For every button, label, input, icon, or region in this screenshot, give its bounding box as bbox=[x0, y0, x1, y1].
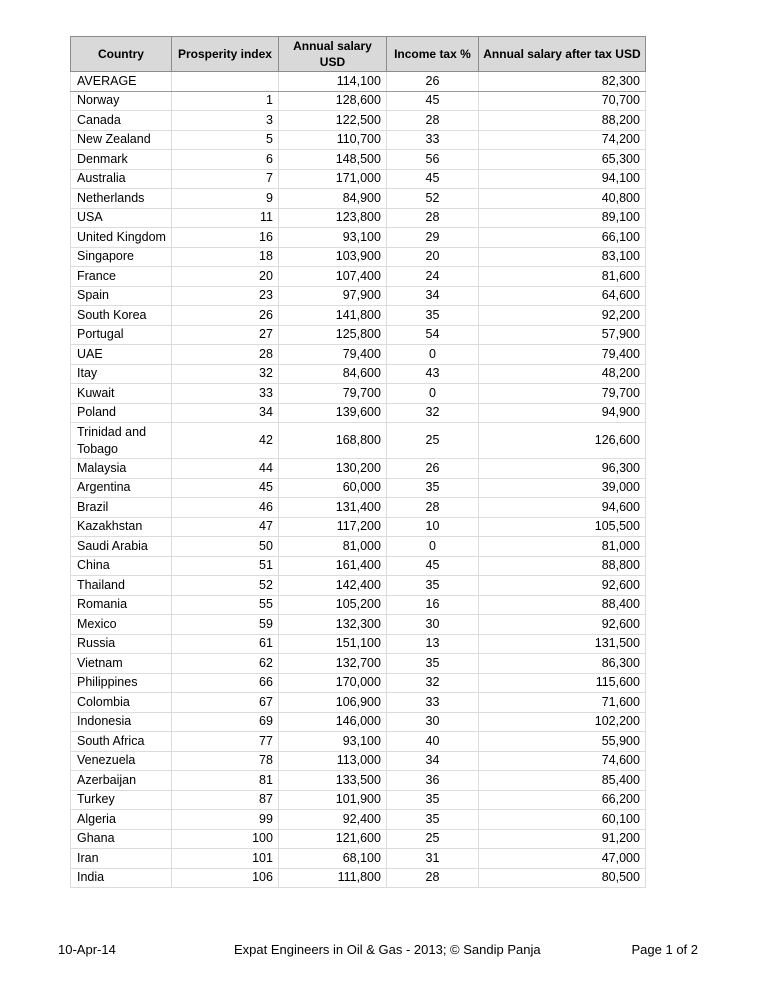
cell-prosperity-index: 55 bbox=[171, 595, 278, 615]
footer-page-number: Page 1 of 2 bbox=[631, 942, 698, 957]
cell-country: Thailand bbox=[71, 576, 172, 596]
cell-annual-salary: 92,400 bbox=[278, 810, 386, 830]
cell-country: Spain bbox=[71, 286, 172, 306]
cell-salary-after-tax: 126,600 bbox=[478, 423, 645, 459]
header-prosperity-index: Prosperity index bbox=[171, 37, 278, 72]
cell-country: Singapore bbox=[71, 247, 172, 267]
cell-country: Azerbaijan bbox=[71, 771, 172, 791]
header-annual-salary: Annual salary USD bbox=[278, 37, 386, 72]
cell-country: Mexico bbox=[71, 615, 172, 635]
cell-country: Iran bbox=[71, 849, 172, 869]
cell-annual-salary: 113,000 bbox=[278, 751, 386, 771]
cell-annual-salary: 142,400 bbox=[278, 576, 386, 596]
cell-prosperity-index: 20 bbox=[171, 267, 278, 287]
cell-country: Indonesia bbox=[71, 712, 172, 732]
average-label: AVERAGE bbox=[71, 72, 172, 92]
cell-salary-after-tax: 96,300 bbox=[478, 459, 645, 479]
cell-prosperity-index: 16 bbox=[171, 228, 278, 248]
table-row bbox=[71, 267, 646, 287]
cell-prosperity-index: 50 bbox=[171, 537, 278, 557]
cell-prosperity-index: 62 bbox=[171, 654, 278, 674]
table-row bbox=[71, 423, 646, 459]
cell-country: USA bbox=[71, 208, 172, 228]
cell-salary-after-tax: 88,800 bbox=[478, 556, 645, 576]
cell-annual-salary: 161,400 bbox=[278, 556, 386, 576]
cell-salary-after-tax: 79,700 bbox=[478, 384, 645, 404]
cell-income-tax: 52 bbox=[386, 189, 478, 209]
cell-annual-salary: 106,900 bbox=[278, 693, 386, 713]
cell-prosperity-index: 18 bbox=[171, 247, 278, 267]
cell-annual-salary: 121,600 bbox=[278, 829, 386, 849]
table-row bbox=[71, 673, 646, 693]
cell-annual-salary: 68,100 bbox=[278, 849, 386, 869]
cell-country: France bbox=[71, 267, 172, 287]
cell-income-tax: 45 bbox=[386, 169, 478, 189]
cell-annual-salary: 151,100 bbox=[278, 634, 386, 654]
cell-country: Saudi Arabia bbox=[71, 537, 172, 557]
cell-prosperity-index: 59 bbox=[171, 615, 278, 635]
cell-prosperity-index: 66 bbox=[171, 673, 278, 693]
cell-annual-salary: 81,000 bbox=[278, 537, 386, 557]
cell-salary-after-tax: 88,200 bbox=[478, 111, 645, 131]
table-row bbox=[71, 189, 646, 209]
cell-annual-salary: 132,700 bbox=[278, 654, 386, 674]
cell-salary-after-tax: 74,200 bbox=[478, 130, 645, 150]
cell-prosperity-index: 33 bbox=[171, 384, 278, 404]
average-tax: 26 bbox=[386, 72, 478, 92]
average-after-tax: 82,300 bbox=[478, 72, 645, 92]
cell-income-tax: 29 bbox=[386, 228, 478, 248]
cell-income-tax: 35 bbox=[386, 306, 478, 326]
cell-salary-after-tax: 94,100 bbox=[478, 169, 645, 189]
cell-country: Colombia bbox=[71, 693, 172, 713]
cell-country: Netherlands bbox=[71, 189, 172, 209]
cell-prosperity-index: 5 bbox=[171, 130, 278, 150]
cell-country: Philippines bbox=[71, 673, 172, 693]
cell-annual-salary: 131,400 bbox=[278, 498, 386, 518]
cell-salary-after-tax: 48,200 bbox=[478, 364, 645, 384]
cell-annual-salary: 110,700 bbox=[278, 130, 386, 150]
cell-income-tax: 34 bbox=[386, 286, 478, 306]
table-row bbox=[71, 693, 646, 713]
cell-salary-after-tax: 89,100 bbox=[478, 208, 645, 228]
cell-country: India bbox=[71, 868, 172, 888]
cell-annual-salary: 79,700 bbox=[278, 384, 386, 404]
cell-salary-after-tax: 131,500 bbox=[478, 634, 645, 654]
cell-prosperity-index: 100 bbox=[171, 829, 278, 849]
cell-salary-after-tax: 74,600 bbox=[478, 751, 645, 771]
cell-income-tax: 56 bbox=[386, 150, 478, 170]
cell-prosperity-index: 51 bbox=[171, 556, 278, 576]
cell-annual-salary: 132,300 bbox=[278, 615, 386, 635]
cell-salary-after-tax: 79,400 bbox=[478, 345, 645, 365]
cell-prosperity-index: 42 bbox=[171, 423, 278, 459]
table-row bbox=[71, 634, 646, 654]
cell-country: Australia bbox=[71, 169, 172, 189]
cell-salary-after-tax: 65,300 bbox=[478, 150, 645, 170]
table-row bbox=[71, 247, 646, 267]
cell-annual-salary: 93,100 bbox=[278, 228, 386, 248]
cell-income-tax: 28 bbox=[386, 208, 478, 228]
cell-income-tax: 28 bbox=[386, 111, 478, 131]
table-row bbox=[71, 712, 646, 732]
cell-country: China bbox=[71, 556, 172, 576]
cell-salary-after-tax: 105,500 bbox=[478, 517, 645, 537]
cell-prosperity-index: 106 bbox=[171, 868, 278, 888]
cell-income-tax: 13 bbox=[386, 634, 478, 654]
cell-annual-salary: 117,200 bbox=[278, 517, 386, 537]
cell-income-tax: 0 bbox=[386, 345, 478, 365]
table-row bbox=[71, 306, 646, 326]
table-row bbox=[71, 810, 646, 830]
table-row bbox=[71, 403, 646, 423]
cell-prosperity-index: 78 bbox=[171, 751, 278, 771]
cell-annual-salary: 103,900 bbox=[278, 247, 386, 267]
cell-country: Brazil bbox=[71, 498, 172, 518]
cell-income-tax: 54 bbox=[386, 325, 478, 345]
cell-salary-after-tax: 47,000 bbox=[478, 849, 645, 869]
cell-salary-after-tax: 85,400 bbox=[478, 771, 645, 791]
table-row bbox=[71, 556, 646, 576]
table-row bbox=[71, 829, 646, 849]
cell-country: Algeria bbox=[71, 810, 172, 830]
cell-annual-salary: 125,800 bbox=[278, 325, 386, 345]
table-row bbox=[71, 228, 646, 248]
average-salary: 114,100 bbox=[278, 72, 386, 92]
cell-prosperity-index: 1 bbox=[171, 91, 278, 111]
page-footer bbox=[58, 942, 698, 962]
cell-income-tax: 20 bbox=[386, 247, 478, 267]
table-row bbox=[71, 868, 646, 888]
average-row bbox=[71, 72, 646, 92]
cell-salary-after-tax: 80,500 bbox=[478, 868, 645, 888]
cell-income-tax: 24 bbox=[386, 267, 478, 287]
table-row bbox=[71, 751, 646, 771]
cell-income-tax: 25 bbox=[386, 829, 478, 849]
cell-salary-after-tax: 60,100 bbox=[478, 810, 645, 830]
table-row bbox=[71, 576, 646, 596]
header-row bbox=[71, 37, 646, 72]
cell-country: Denmark bbox=[71, 150, 172, 170]
table-row bbox=[71, 208, 646, 228]
cell-salary-after-tax: 83,100 bbox=[478, 247, 645, 267]
cell-prosperity-index: 81 bbox=[171, 771, 278, 791]
cell-annual-salary: 122,500 bbox=[278, 111, 386, 131]
table-row bbox=[71, 91, 646, 111]
cell-prosperity-index: 27 bbox=[171, 325, 278, 345]
cell-income-tax: 40 bbox=[386, 732, 478, 752]
cell-country: South Korea bbox=[71, 306, 172, 326]
cell-prosperity-index: 26 bbox=[171, 306, 278, 326]
cell-country: Trinidad and Tobago bbox=[71, 423, 172, 459]
cell-prosperity-index: 44 bbox=[171, 459, 278, 479]
cell-income-tax: 35 bbox=[386, 478, 478, 498]
cell-country: UAE bbox=[71, 345, 172, 365]
cell-salary-after-tax: 81,000 bbox=[478, 537, 645, 557]
cell-annual-salary: 97,900 bbox=[278, 286, 386, 306]
cell-income-tax: 26 bbox=[386, 459, 478, 479]
cell-income-tax: 43 bbox=[386, 364, 478, 384]
cell-income-tax: 25 bbox=[386, 423, 478, 459]
cell-annual-salary: 130,200 bbox=[278, 459, 386, 479]
footer-title: Expat Engineers in Oil & Gas - 2013; © Sandip Panja bbox=[234, 942, 541, 957]
table-row bbox=[71, 459, 646, 479]
cell-income-tax: 36 bbox=[386, 771, 478, 791]
table-row bbox=[71, 771, 646, 791]
cell-annual-salary: 84,900 bbox=[278, 189, 386, 209]
table-row bbox=[71, 732, 646, 752]
cell-income-tax: 31 bbox=[386, 849, 478, 869]
cell-annual-salary: 111,800 bbox=[278, 868, 386, 888]
cell-income-tax: 35 bbox=[386, 790, 478, 810]
cell-country: Itay bbox=[71, 364, 172, 384]
cell-annual-salary: 148,500 bbox=[278, 150, 386, 170]
cell-prosperity-index: 23 bbox=[171, 286, 278, 306]
cell-country: Kazakhstan bbox=[71, 517, 172, 537]
cell-salary-after-tax: 91,200 bbox=[478, 829, 645, 849]
cell-income-tax: 35 bbox=[386, 654, 478, 674]
table-row bbox=[71, 345, 646, 365]
cell-annual-salary: 105,200 bbox=[278, 595, 386, 615]
cell-salary-after-tax: 88,400 bbox=[478, 595, 645, 615]
cell-annual-salary: 141,800 bbox=[278, 306, 386, 326]
cell-income-tax: 16 bbox=[386, 595, 478, 615]
cell-prosperity-index: 6 bbox=[171, 150, 278, 170]
cell-salary-after-tax: 115,600 bbox=[478, 673, 645, 693]
table-row bbox=[71, 849, 646, 869]
cell-income-tax: 10 bbox=[386, 517, 478, 537]
cell-salary-after-tax: 71,600 bbox=[478, 693, 645, 713]
header-salary-after-tax: Annual salary after tax USD bbox=[478, 37, 645, 72]
cell-annual-salary: 170,000 bbox=[278, 673, 386, 693]
cell-prosperity-index: 3 bbox=[171, 111, 278, 131]
cell-salary-after-tax: 94,600 bbox=[478, 498, 645, 518]
cell-income-tax: 35 bbox=[386, 576, 478, 596]
cell-country: Malaysia bbox=[71, 459, 172, 479]
cell-income-tax: 35 bbox=[386, 810, 478, 830]
cell-country: Norway bbox=[71, 91, 172, 111]
cell-income-tax: 33 bbox=[386, 693, 478, 713]
cell-annual-salary: 128,600 bbox=[278, 91, 386, 111]
table-row bbox=[71, 286, 646, 306]
cell-prosperity-index: 46 bbox=[171, 498, 278, 518]
cell-annual-salary: 168,800 bbox=[278, 423, 386, 459]
cell-income-tax: 34 bbox=[386, 751, 478, 771]
header-country: Country bbox=[71, 37, 172, 72]
cell-country: New Zealand bbox=[71, 130, 172, 150]
cell-prosperity-index: 9 bbox=[171, 189, 278, 209]
cell-salary-after-tax: 81,600 bbox=[478, 267, 645, 287]
cell-annual-salary: 139,600 bbox=[278, 403, 386, 423]
cell-salary-after-tax: 94,900 bbox=[478, 403, 645, 423]
cell-country: Kuwait bbox=[71, 384, 172, 404]
cell-salary-after-tax: 39,000 bbox=[478, 478, 645, 498]
cell-prosperity-index: 67 bbox=[171, 693, 278, 713]
cell-prosperity-index: 87 bbox=[171, 790, 278, 810]
average-prosperity bbox=[171, 72, 278, 92]
cell-income-tax: 45 bbox=[386, 556, 478, 576]
cell-annual-salary: 171,000 bbox=[278, 169, 386, 189]
cell-prosperity-index: 52 bbox=[171, 576, 278, 596]
cell-annual-salary: 60,000 bbox=[278, 478, 386, 498]
table-row bbox=[71, 654, 646, 674]
cell-annual-salary: 93,100 bbox=[278, 732, 386, 752]
cell-country: Russia bbox=[71, 634, 172, 654]
cell-annual-salary: 146,000 bbox=[278, 712, 386, 732]
table-row bbox=[71, 595, 646, 615]
table-row bbox=[71, 111, 646, 131]
cell-annual-salary: 123,800 bbox=[278, 208, 386, 228]
cell-annual-salary: 84,600 bbox=[278, 364, 386, 384]
cell-prosperity-index: 28 bbox=[171, 345, 278, 365]
cell-prosperity-index: 69 bbox=[171, 712, 278, 732]
cell-income-tax: 0 bbox=[386, 537, 478, 557]
cell-salary-after-tax: 57,900 bbox=[478, 325, 645, 345]
cell-salary-after-tax: 86,300 bbox=[478, 654, 645, 674]
cell-country: United Kingdom bbox=[71, 228, 172, 248]
cell-salary-after-tax: 70,700 bbox=[478, 91, 645, 111]
table-row bbox=[71, 384, 646, 404]
cell-salary-after-tax: 64,600 bbox=[478, 286, 645, 306]
cell-salary-after-tax: 92,600 bbox=[478, 615, 645, 635]
cell-income-tax: 0 bbox=[386, 384, 478, 404]
table-row bbox=[71, 169, 646, 189]
cell-annual-salary: 101,900 bbox=[278, 790, 386, 810]
cell-prosperity-index: 7 bbox=[171, 169, 278, 189]
cell-salary-after-tax: 40,800 bbox=[478, 189, 645, 209]
cell-salary-after-tax: 66,100 bbox=[478, 228, 645, 248]
table-row bbox=[71, 498, 646, 518]
cell-country: Canada bbox=[71, 111, 172, 131]
table-row bbox=[71, 537, 646, 557]
cell-prosperity-index: 11 bbox=[171, 208, 278, 228]
cell-country: South Africa bbox=[71, 732, 172, 752]
cell-country: Ghana bbox=[71, 829, 172, 849]
cell-salary-after-tax: 102,200 bbox=[478, 712, 645, 732]
header-income-tax: Income tax % bbox=[386, 37, 478, 72]
table-row bbox=[71, 364, 646, 384]
cell-country: Poland bbox=[71, 403, 172, 423]
cell-income-tax: 30 bbox=[386, 712, 478, 732]
cell-salary-after-tax: 66,200 bbox=[478, 790, 645, 810]
cell-prosperity-index: 45 bbox=[171, 478, 278, 498]
cell-salary-after-tax: 92,600 bbox=[478, 576, 645, 596]
cell-prosperity-index: 32 bbox=[171, 364, 278, 384]
footer-date: 10-Apr-14 bbox=[58, 942, 116, 957]
table-row bbox=[71, 130, 646, 150]
cell-salary-after-tax: 55,900 bbox=[478, 732, 645, 752]
cell-income-tax: 32 bbox=[386, 673, 478, 693]
cell-income-tax: 30 bbox=[386, 615, 478, 635]
cell-income-tax: 32 bbox=[386, 403, 478, 423]
table-row bbox=[71, 517, 646, 537]
cell-salary-after-tax: 92,200 bbox=[478, 306, 645, 326]
table-row bbox=[71, 615, 646, 635]
cell-income-tax: 33 bbox=[386, 130, 478, 150]
cell-prosperity-index: 47 bbox=[171, 517, 278, 537]
cell-country: Romania bbox=[71, 595, 172, 615]
cell-prosperity-index: 61 bbox=[171, 634, 278, 654]
table-row bbox=[71, 790, 646, 810]
table-row bbox=[71, 150, 646, 170]
cell-annual-salary: 133,500 bbox=[278, 771, 386, 791]
cell-annual-salary: 79,400 bbox=[278, 345, 386, 365]
cell-annual-salary: 107,400 bbox=[278, 267, 386, 287]
cell-prosperity-index: 99 bbox=[171, 810, 278, 830]
cell-prosperity-index: 101 bbox=[171, 849, 278, 869]
cell-country: Portugal bbox=[71, 325, 172, 345]
cell-country: Vietnam bbox=[71, 654, 172, 674]
table-row bbox=[71, 325, 646, 345]
cell-country: Venezuela bbox=[71, 751, 172, 771]
cell-country: Turkey bbox=[71, 790, 172, 810]
cell-income-tax: 28 bbox=[386, 498, 478, 518]
cell-income-tax: 28 bbox=[386, 868, 478, 888]
cell-prosperity-index: 77 bbox=[171, 732, 278, 752]
cell-country: Argentina bbox=[71, 478, 172, 498]
salary-table bbox=[70, 36, 646, 888]
cell-prosperity-index: 34 bbox=[171, 403, 278, 423]
table-row bbox=[71, 478, 646, 498]
cell-income-tax: 45 bbox=[386, 91, 478, 111]
